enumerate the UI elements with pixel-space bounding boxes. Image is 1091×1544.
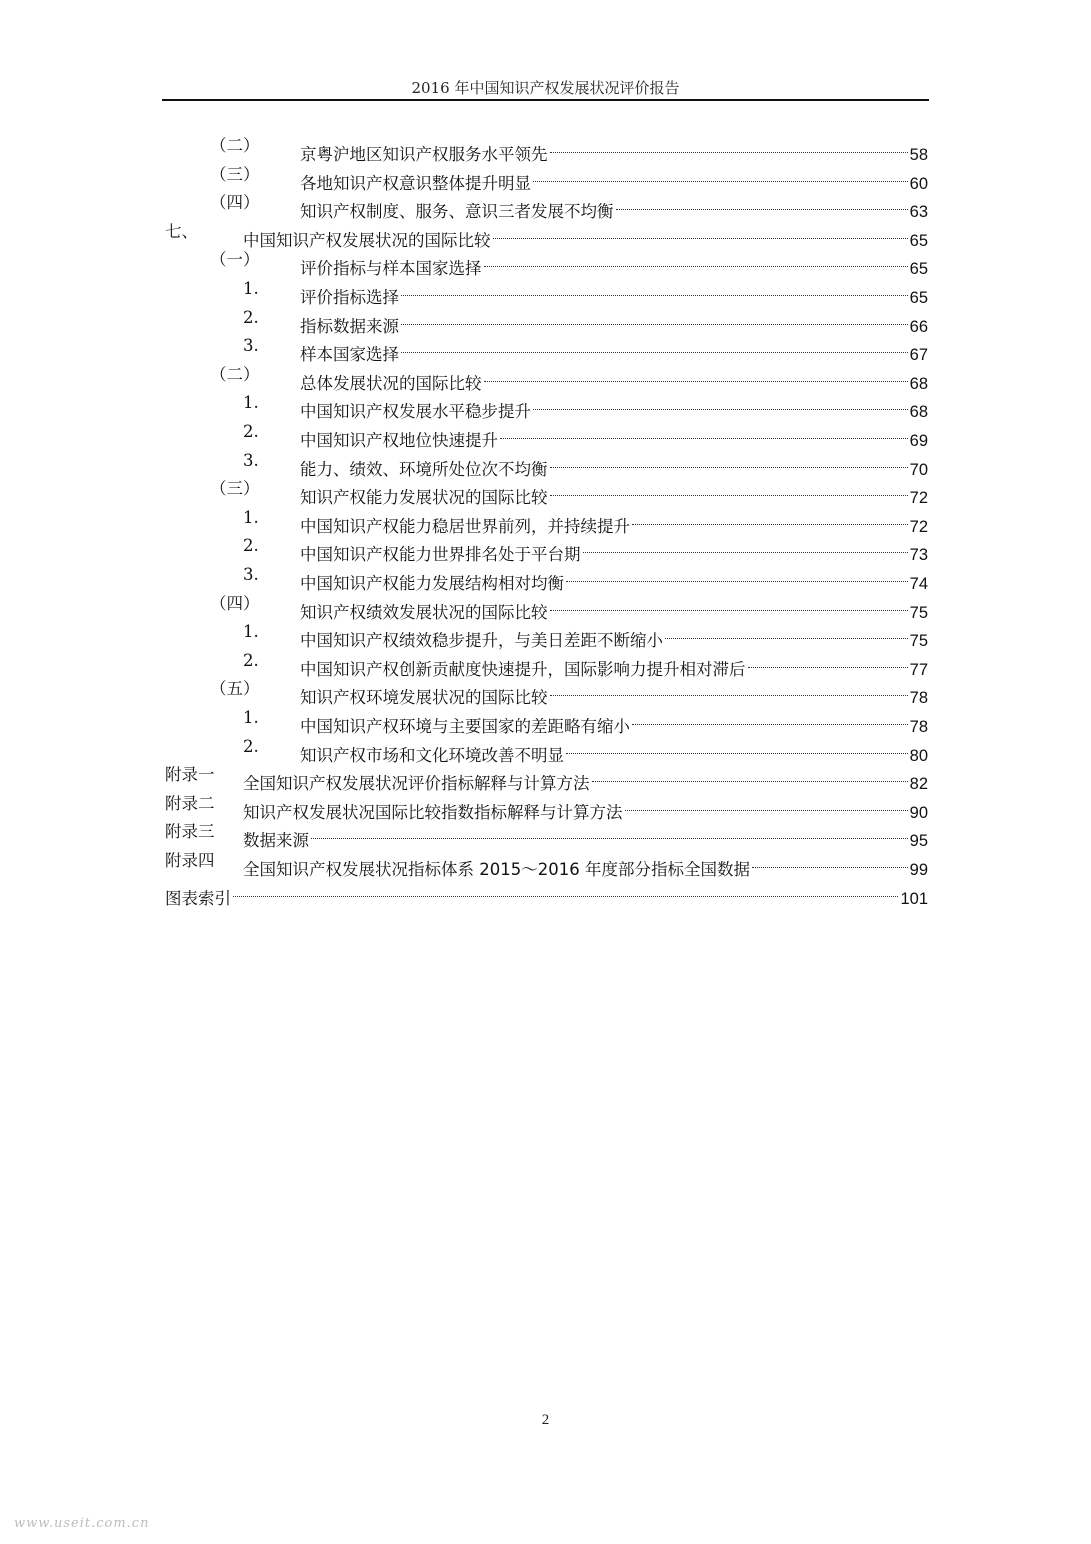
toc-entry-page-number: 80: [909, 746, 928, 765]
toc-entry-number: 1.: [243, 393, 259, 413]
toc-entry-title: 中国知识产权能力世界排名处于平台期: [300, 545, 581, 565]
toc-entry-page-number: 72: [909, 517, 928, 536]
toc-entry-number: 1.: [243, 507, 259, 527]
toc-entry-number: 2.: [243, 736, 259, 756]
toc-entry-number: 附录四: [165, 851, 215, 870]
toc-entry-number: 1.: [243, 708, 259, 727]
toc-dot-leader: [533, 161, 908, 189]
toc-dot-leader: [583, 532, 908, 560]
toc-dot-leader: [550, 475, 908, 503]
toc-entry-number: 2.: [243, 650, 259, 670]
toc-entry[interactable]: [0, 561, 1091, 593]
toc-entry-number: （四）: [210, 593, 260, 613]
toc-entry-page-number: 73: [909, 546, 928, 565]
toc-entry[interactable]: [0, 418, 1091, 450]
toc-dot-leader: [550, 590, 908, 618]
toc-dot-leader: [311, 818, 908, 846]
toc-entry-page-number: 75: [909, 603, 928, 622]
toc-entry-title: 中国知识产权绩效稳步提升，与美日差距不断缩小: [300, 631, 663, 651]
toc-entry-number: （五）: [210, 679, 260, 699]
toc-entry-number: （二）: [210, 136, 260, 155]
toc-entry-page-number: 68: [909, 403, 928, 422]
toc-entry-title: 评价指标与样本国家选择: [300, 259, 482, 279]
toc-entry[interactable]: [0, 389, 1091, 422]
toc-dot-leader: [493, 218, 908, 246]
toc-entry-page-number: 72: [909, 489, 928, 508]
toc-entry-title: 知识产权能力发展状况的国际比较: [300, 488, 548, 508]
toc-dot-leader: [592, 761, 908, 789]
toc-entry[interactable]: [0, 704, 1091, 736]
toc-dot-leader: [752, 847, 908, 875]
toc-entry-number: 附录三: [165, 822, 215, 842]
toc-entry-number: 1.: [243, 279, 259, 298]
toc-entry[interactable]: [0, 675, 1091, 708]
toc-entry-number: 附录一: [165, 765, 215, 785]
toc-dot-leader: [616, 189, 908, 217]
toc-dot-leader: [233, 876, 898, 904]
toc-entry-page-number: 77: [909, 660, 928, 679]
toc-entry-number: 3.: [243, 336, 259, 356]
toc-entry-number: 2.: [243, 422, 259, 441]
toc-entry-page-number: 63: [909, 203, 928, 222]
toc-entry-page-number: 65: [909, 289, 928, 307]
toc-entry[interactable]: [0, 590, 1091, 622]
toc-entry[interactable]: [0, 847, 1091, 879]
toc-entry-page-number: 66: [909, 317, 928, 336]
toc-entry-number: （二）: [210, 364, 260, 384]
toc-entry-page-number: 78: [909, 689, 928, 708]
watermark-text: www.useit.com.cn: [14, 1516, 150, 1531]
toc-entry-number: 3.: [243, 450, 259, 470]
toc-dot-leader: [665, 618, 908, 646]
toc-entry-title: 各地知识产权意识整体提升明显: [300, 173, 531, 193]
toc-entry-page-number: 78: [909, 718, 928, 736]
toc-entry[interactable]: [0, 618, 1091, 651]
toc-entry-page-number: 82: [909, 775, 928, 794]
toc-dot-leader: [401, 332, 908, 360]
toc-entry-title: 中国知识产权能力稳居世界前列，并持续提升: [300, 516, 630, 536]
toc-entry-title: 知识产权制度、服务、意识三者发展不均衡: [300, 202, 614, 222]
toc-entry-title: 知识产权发展状况国际比较指数指标解释与计算方法: [243, 802, 623, 822]
toc-entry[interactable]: [0, 532, 1091, 565]
toc-entry-page-number: 99: [909, 861, 928, 879]
report-title: 2016 年中国知识产权发展状况评价报告: [411, 79, 680, 97]
toc-entry-page-number: 101: [900, 889, 928, 908]
toc-entry[interactable]: [0, 475, 1091, 508]
toc-entry-page-number: 65: [909, 260, 928, 279]
toc-entry-title: 京粤沪地区知识产权服务水平领先: [300, 145, 548, 164]
toc-dot-leader: [401, 275, 908, 303]
toc-entry[interactable]: [0, 761, 1091, 794]
toc-dot-leader: [401, 304, 908, 332]
toc-dot-leader: [484, 246, 908, 274]
toc-entry-title: 中国知识产权能力发展结构相对均衡: [300, 574, 564, 593]
toc-entry[interactable]: [0, 447, 1091, 479]
toc-entry-page-number: 95: [909, 832, 928, 851]
toc-dot-leader: [550, 132, 908, 160]
toc-entry-page-number: 90: [909, 803, 928, 822]
toc-entry-number: 2.: [243, 536, 259, 556]
toc-entry-title: 全国知识产权发展状况指标体系 2015～2016 年度部分指标全国数据: [243, 860, 750, 879]
toc-entry[interactable]: [0, 218, 1091, 250]
toc-entry-title: 样本国家选择: [300, 345, 399, 365]
toc-dot-leader: [550, 447, 908, 475]
toc-entry-title: 评价指标选择: [300, 288, 399, 307]
toc-entry[interactable]: [0, 733, 1091, 765]
toc-entry-title: 总体发展状况的国际比较: [300, 373, 482, 393]
toc-entry[interactable]: [0, 876, 1091, 908]
toc-entry[interactable]: [0, 504, 1091, 536]
toc-entry-page-number: 75: [909, 632, 928, 651]
toc-dot-leader: [632, 704, 908, 732]
toc-entry-number: 附录二: [165, 793, 215, 813]
toc-entry[interactable]: [0, 361, 1091, 393]
toc-entry-title: 中国知识产权地位快速提升: [300, 431, 498, 450]
toc-entry-page-number: 69: [909, 432, 928, 450]
toc-entry-title: 能力、绩效、环境所处位次不均衡: [300, 459, 548, 479]
toc-entry-title: 指标数据来源: [300, 316, 399, 336]
toc-entry-number: 2.: [243, 307, 259, 327]
toc-entry[interactable]: [0, 818, 1091, 851]
toc-dot-leader: [500, 418, 908, 446]
toc-entry[interactable]: [0, 332, 1091, 365]
toc-entry-title: 知识产权市场和文化环境改善不明显: [300, 745, 564, 765]
toc-entry-number: （三）: [210, 479, 260, 499]
toc-entry-title: 图表索引: [165, 888, 231, 908]
toc-entry-page-number: 74: [909, 575, 928, 593]
toc-dot-leader: [625, 790, 908, 818]
toc-entry-title: 中国知识产权发展水平稳步提升: [300, 402, 531, 422]
toc-entry-page-number: 67: [909, 346, 928, 365]
toc-dot-leader: [566, 561, 908, 589]
toc-entry[interactable]: [0, 161, 1091, 193]
toc-dot-leader: [484, 361, 908, 389]
toc-entry-title: 知识产权绩效发展状况的国际比较: [300, 602, 548, 622]
toc-entry-number: （四）: [210, 193, 260, 213]
toc-entry[interactable]: [0, 132, 1091, 164]
toc-entry-number: 1.: [243, 622, 259, 642]
toc-entry[interactable]: [0, 790, 1091, 822]
toc-entry-number: 3.: [243, 565, 259, 584]
toc-dot-leader: [566, 733, 908, 761]
toc-entry-page-number: 70: [909, 460, 928, 479]
toc-dot-leader: [632, 504, 908, 532]
toc-entry-page-number: 60: [909, 174, 928, 193]
toc-entry-title: 中国知识产权环境与主要国家的差距略有缩小: [300, 717, 630, 736]
toc-entry-number: （三）: [210, 164, 260, 184]
toc-entry-title: 数据来源: [243, 831, 309, 851]
toc-entry-number: 七、: [165, 221, 198, 241]
toc-entry[interactable]: [0, 647, 1091, 679]
toc-entry[interactable]: [0, 189, 1091, 222]
toc-dot-leader: [533, 389, 908, 417]
toc-entry-page-number: 65: [909, 231, 928, 250]
toc-entry-title: 中国知识产权发展状况的国际比较: [243, 230, 491, 250]
toc-dot-leader: [748, 647, 908, 675]
page-number: 2: [541, 1412, 550, 1428]
toc-entry[interactable]: [0, 304, 1091, 336]
toc-entry[interactable]: [0, 246, 1091, 279]
toc-entry-title: 中国知识产权创新贡献度快速提升，国际影响力提升相对滞后: [300, 659, 746, 679]
toc-entry-title: 全国知识产权发展状况评价指标解释与计算方法: [243, 774, 590, 794]
toc-entry-number: （一）: [210, 250, 260, 270]
toc-entry[interactable]: [0, 275, 1091, 307]
toc-dot-leader: [550, 675, 908, 703]
toc-entry-page-number: 68: [909, 374, 928, 393]
toc-entry-page-number: 58: [909, 146, 928, 164]
toc-entry-title: 知识产权环境发展状况的国际比较: [300, 688, 548, 708]
